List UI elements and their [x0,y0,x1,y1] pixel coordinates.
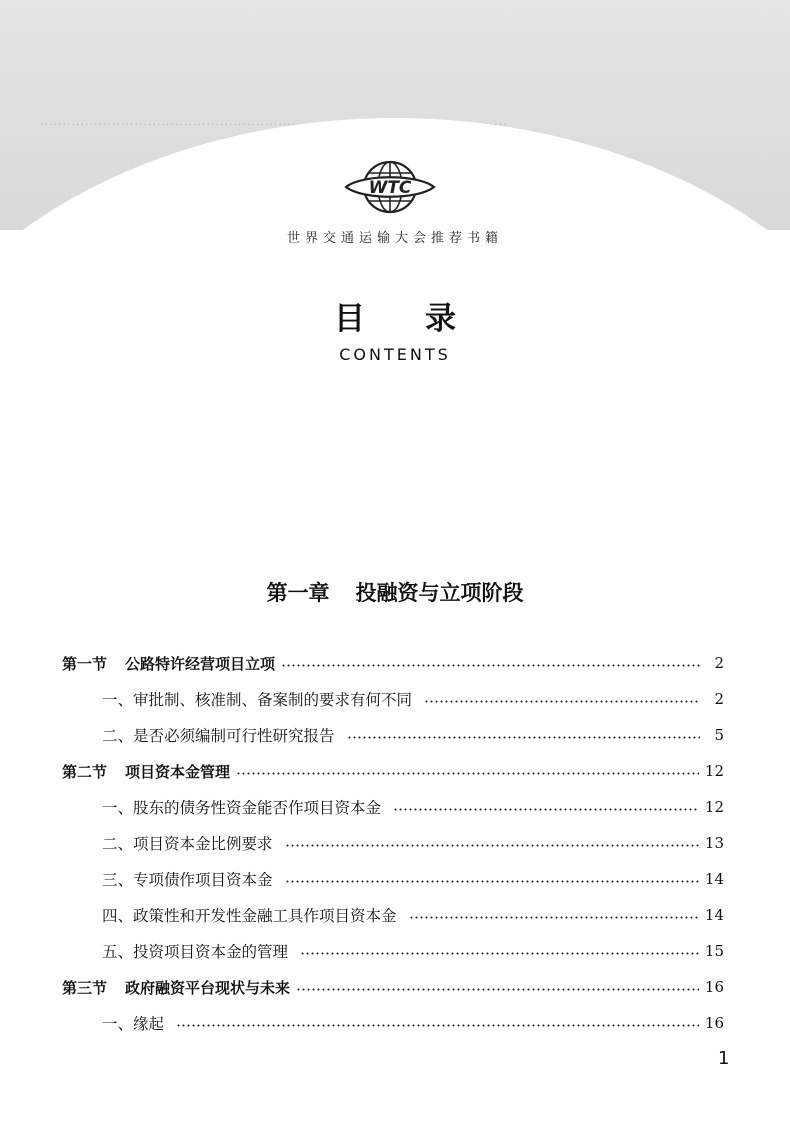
page-number: 15 [704,942,724,960]
section-title: 项目资本金管理 [125,762,231,781]
item-title: 五、投资项目资本金的管理 [102,943,289,961]
chapter-title: 投融资与立项阶段 [355,581,524,605]
toc-item-row[interactable] [62,789,724,825]
section-title: 公路特许经营项目立项 [125,654,276,673]
leader-dots [296,988,699,991]
item-title: 三、专项债作项目资本金 [102,871,273,889]
chapter-heading [0,577,790,607]
toc-item-row[interactable] [62,897,724,933]
item-title: 四、政策性和开发性金融工具作项目资本金 [102,907,397,925]
series-label: 世界交通运输大会推荐书籍 [286,231,503,246]
page-number: 5 [714,726,724,744]
leader-dots [424,700,700,703]
leader-dots [285,844,699,847]
leader-dots [285,880,699,883]
toc-item-row[interactable] [62,717,724,753]
toc-subtitle: CONTENTS [339,345,451,364]
leader-dots [176,1024,699,1027]
toc-item-row[interactable] [62,1005,724,1041]
leader-dots [393,808,699,811]
toc-section-row[interactable] [62,645,724,681]
item-title: 二、项目资本金比例要求 [102,835,273,853]
section-label: 第二节 [62,762,108,781]
chapter-number: 第一章 [266,581,330,605]
item-title: 一、审批制、核准制、备案制的要求有何不同 [102,691,413,709]
leader-dots [347,736,700,739]
leader-dots [409,916,699,919]
page-number: 13 [704,834,724,852]
toc-title: 目录 [334,301,516,337]
wtc-globe-logo-icon [342,160,438,214]
leader-dots [281,664,700,667]
section-label: 第一节 [62,654,108,673]
item-title: 一、股东的债务性资金能否作项目资本金 [102,799,382,817]
toc-section-row[interactable] [62,969,724,1005]
page-number: 16 [704,1014,724,1032]
page-number: 12 [704,798,724,816]
toc-item-row[interactable] [62,933,724,969]
page-number: 12 [704,762,724,780]
toc-item-row[interactable] [62,681,724,717]
toc-item-row[interactable] [62,825,724,861]
page-number: 16 [704,978,724,996]
bleed-through-text: ········································································································ [40,118,508,131]
item-title: 二、是否必须编制可行性研究报告 [102,727,335,745]
page-folio: 1 [718,1048,730,1069]
page-number: 2 [714,690,724,708]
page-number: 2 [714,654,724,672]
toc-item-row[interactable] [62,861,724,897]
toc-list [62,645,724,1041]
page-number: 14 [704,906,724,924]
item-title: 一、缘起 [102,1015,165,1033]
leader-dots [236,772,699,775]
logo-text: WTC [368,178,412,198]
section-label: 第三节 [62,978,108,997]
toc-section-row[interactable] [62,753,724,789]
leader-dots [300,952,699,955]
section-title: 政府融资平台现状与未来 [125,978,291,997]
page-number: 14 [704,870,724,888]
